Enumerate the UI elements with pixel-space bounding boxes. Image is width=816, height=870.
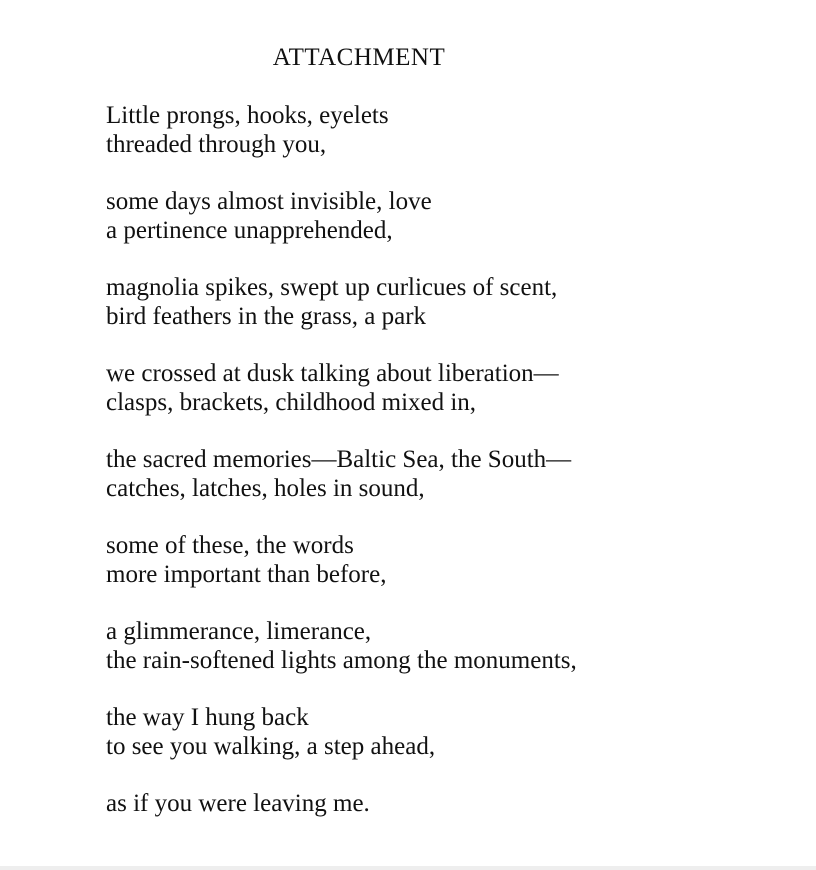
stanza bbox=[106, 273, 786, 331]
poem-line: some days almost invisible, love bbox=[106, 188, 432, 215]
stanza bbox=[106, 703, 786, 761]
stanza bbox=[106, 445, 786, 503]
poem-line: the sacred memories—Baltic Sea, the South— bbox=[106, 446, 572, 473]
poem-line: more important than before, bbox=[106, 561, 387, 588]
poem-line: a glimmerance, limerance, bbox=[106, 618, 372, 645]
poem-line: as if you were leaving me. bbox=[106, 790, 370, 817]
stanza bbox=[106, 187, 786, 245]
page-bottom-edge bbox=[0, 866, 816, 870]
poem-line: threaded through you, bbox=[106, 131, 327, 158]
stanza bbox=[106, 617, 786, 675]
poem-line: we crossed at dusk talking about liberation— bbox=[106, 360, 559, 387]
poem-title: ATTACHMENT bbox=[272, 44, 446, 71]
poem-line: bird feathers in the grass, a park bbox=[106, 303, 427, 330]
stanza bbox=[106, 531, 786, 589]
poem-line: a pertinence unapprehended, bbox=[106, 217, 393, 244]
poem-line: to see you walking, a step ahead, bbox=[106, 733, 436, 760]
poem-line: magnolia spikes, swept up curlicues of scent, bbox=[106, 274, 558, 301]
poem-line: the rain-softened lights among the monuments, bbox=[106, 647, 577, 674]
poem-line: Little prongs, hooks, eyelets bbox=[106, 102, 389, 129]
stanza bbox=[106, 101, 786, 159]
poem-line: catches, latches, holes in sound, bbox=[106, 475, 425, 502]
poem-line: clasps, brackets, childhood mixed in, bbox=[106, 389, 477, 416]
poem-line: the way I hung back bbox=[106, 704, 309, 731]
poem-line: some of these, the words bbox=[106, 532, 354, 559]
stanza bbox=[106, 789, 786, 818]
poem-body bbox=[106, 101, 786, 846]
stanza bbox=[106, 359, 786, 417]
